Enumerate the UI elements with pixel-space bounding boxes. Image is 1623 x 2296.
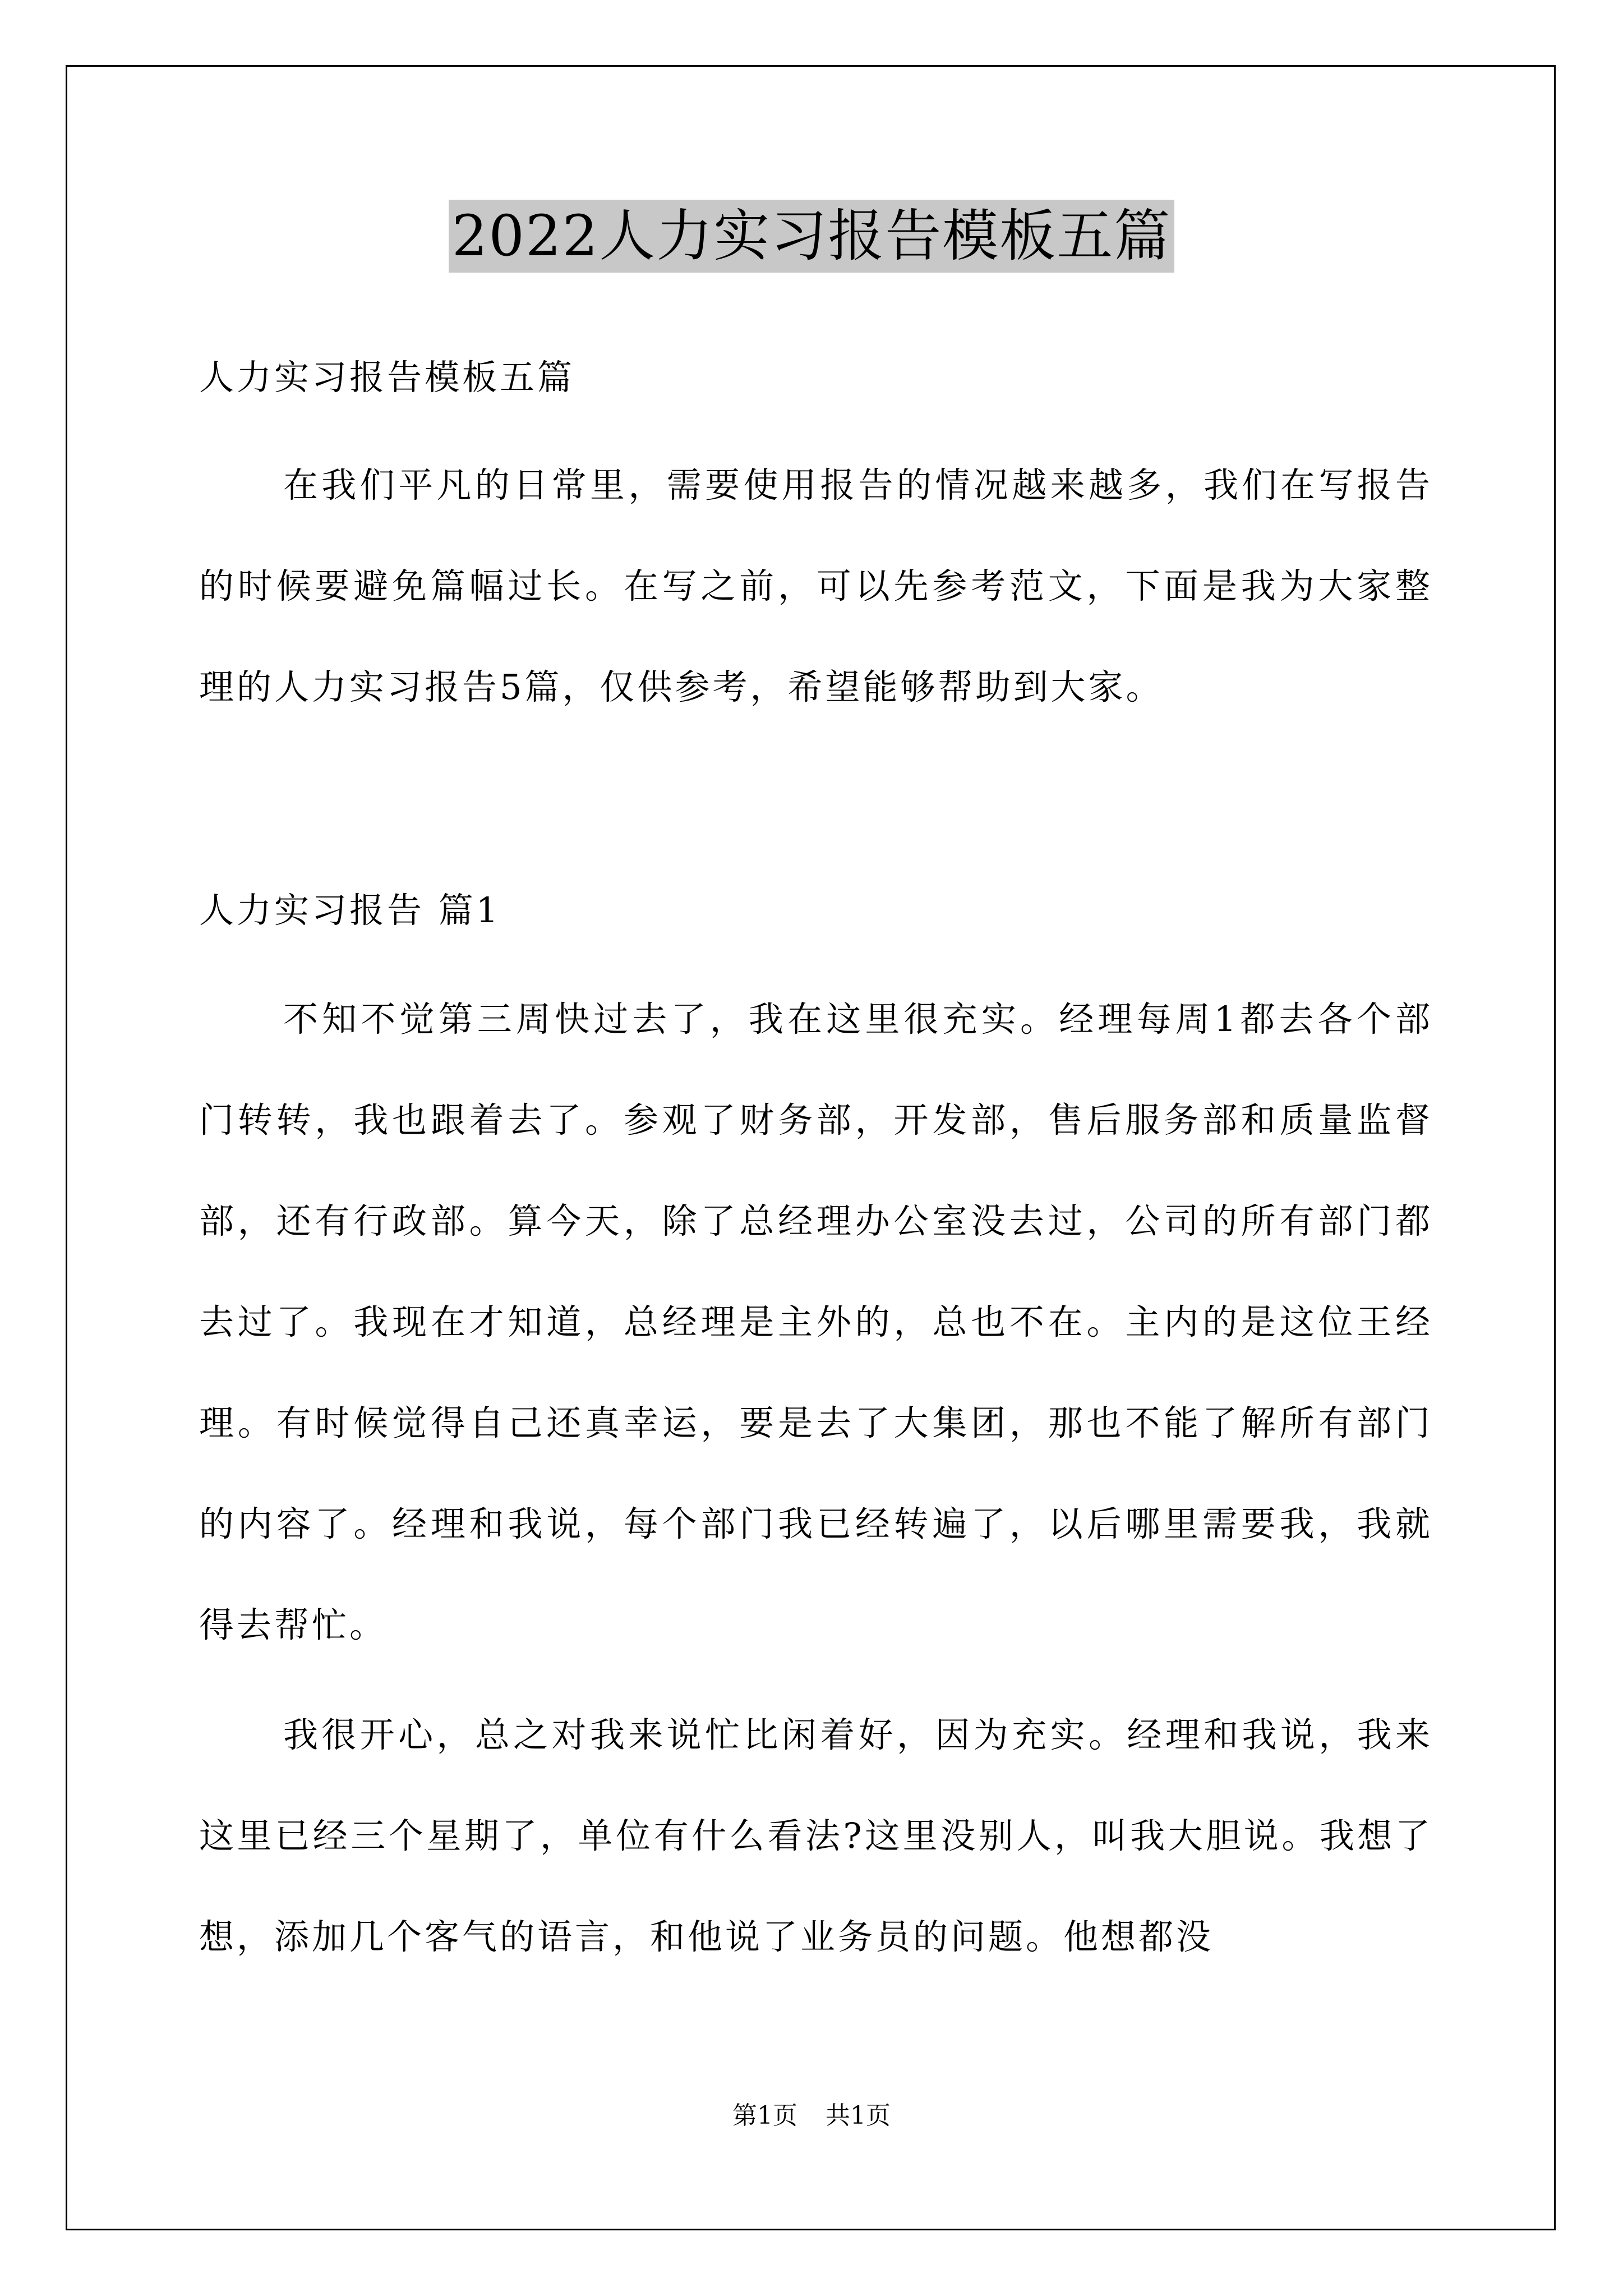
page-total: 共1页 [826, 2101, 891, 2130]
intro-paragraph: 在我们平凡的日常里，需要使用报告的情况越来越多，我们在写报告的时候要避免篇幅过长。在写之前，可以先参考范文，下面是我为大家整理的人力实习报告5篇，仅供参考，希望能够帮助到大家。 [199, 464, 1433, 707]
page-number: 第1页 [732, 2101, 797, 2130]
section-1-paragraph-2: 我很开心，总之对我来说忙比闲着好，因为充实。经理和我说，我来这里已经三个星期了，单位有什么看法?这里没别人，叫我大胆说。我想了想，添加几个客气的语言，和他说了业务员的问题。他想都没 [199, 1714, 1433, 1957]
document-title-text: 2022人力实习报告模板五篇 [449, 200, 1175, 273]
section-heading-1: 人力实习报告 篇1 [199, 890, 501, 931]
page-footer [0, 2099, 1623, 2133]
document-subtitle: 人力实习报告模板五篇 [199, 357, 575, 398]
document-title [0, 200, 1623, 273]
section-1-paragraph-1: 不知不觉第三周快过去了，我在这里很充实。经理每周1都去各个部门转转，我也跟着去了。参观了财务部，开发部，售后服务部和质量监督部，还有行政部。算今天，除了总经理办公室没去过，公司的所有部门都去过了。我现在才知道，总经理是主外的，总也不在。主内的是这位王经理。有时候觉得自己还真幸运，要是去了大集团，那也不能了解所有部门的内容了。经理和我说，每个部门我已经转遍了，以后哪里需要我，我就得去帮忙。 [199, 999, 1433, 1645]
